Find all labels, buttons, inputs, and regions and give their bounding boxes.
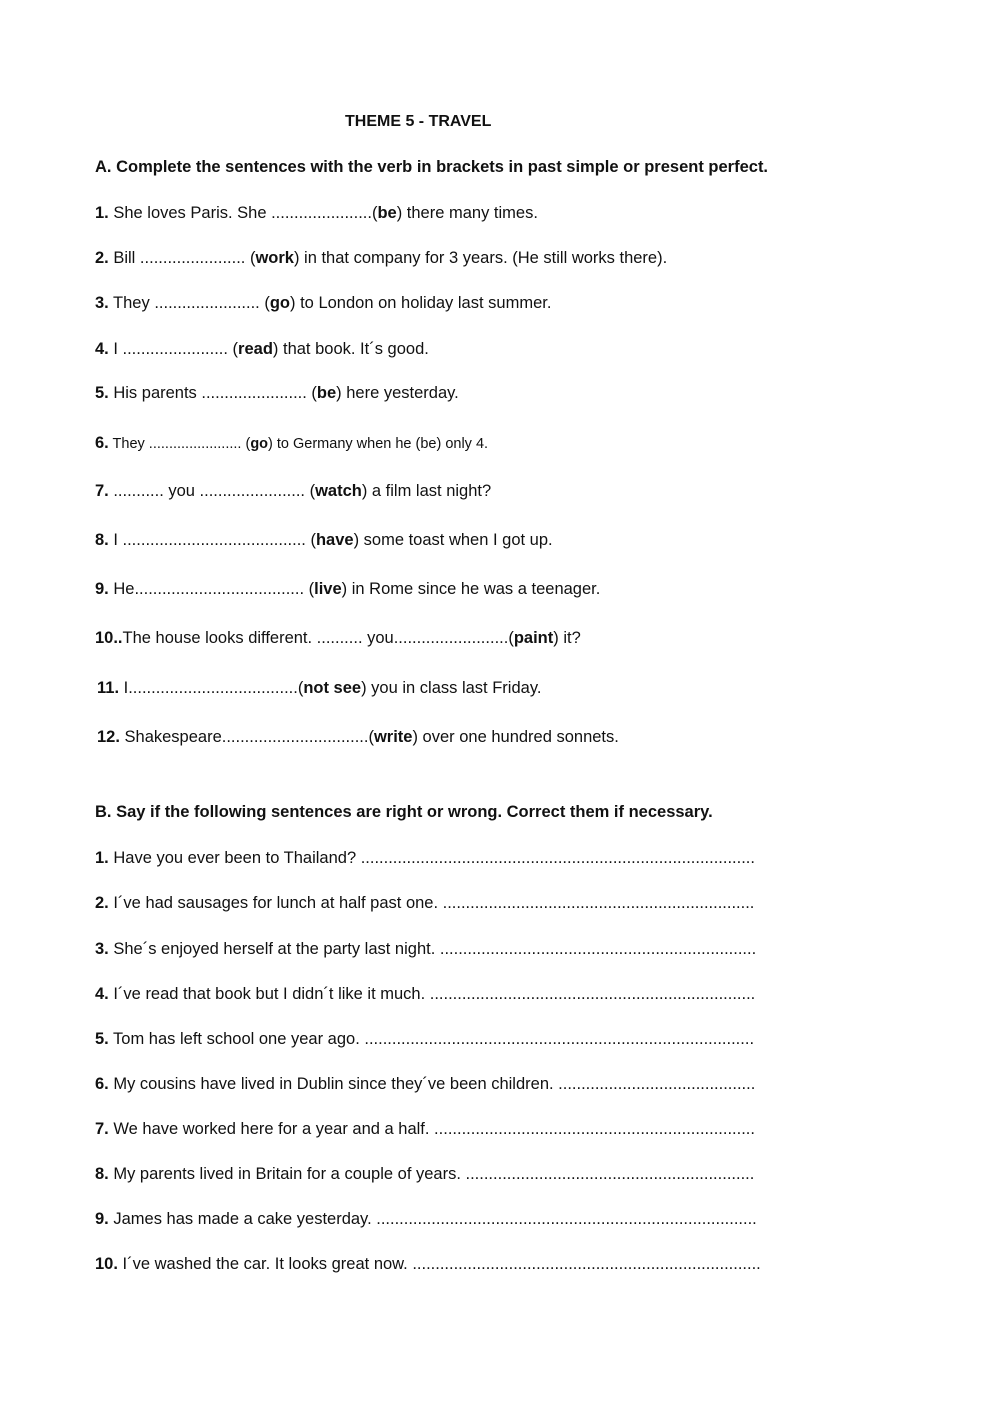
item-text: I´ve washed the car. It looks great now. ............................................................................ <box>117 1255 761 1273</box>
exercise-a-item <box>95 383 459 403</box>
exercise-b-item <box>95 1119 755 1139</box>
item-number: 1. <box>95 204 109 222</box>
item-text: She´s enjoyed herself at the party last night. ..................................................................... <box>108 940 757 958</box>
item-verb: not see <box>303 679 362 697</box>
item-text: ........... you ....................... ( <box>108 482 316 500</box>
item-text: ) here yesterday. <box>336 384 459 402</box>
item-number: 1. <box>95 849 109 867</box>
item-text: ) a film last night? <box>361 482 492 500</box>
exercise-a-item <box>95 433 488 454</box>
item-number: 3. <box>95 940 109 958</box>
item-number: 4. <box>95 340 109 358</box>
exercise-a-item <box>95 579 600 599</box>
item-verb: read <box>238 340 273 358</box>
item-text: ) to Germany when he (be) only 4. <box>268 436 489 452</box>
exercise-b-item <box>95 1209 757 1229</box>
item-text: The house looks different. .......... you.........................( <box>122 629 514 647</box>
item-number: 5. <box>95 1030 109 1048</box>
item-text: ) over one hundred sonnets. <box>412 728 619 746</box>
item-text: Have you ever been to Thailand? ...................................................................................... <box>108 849 755 867</box>
item-text: I ........................................ ( <box>108 531 316 549</box>
item-text: He..................................... ( <box>108 580 315 598</box>
item-number: 2. <box>95 249 109 267</box>
item-number: 3. <box>95 294 109 312</box>
item-text: I´ve read that book but I didn´t like it much. ....................................................................... <box>108 985 756 1003</box>
exercise-a-item <box>95 628 581 648</box>
item-verb: be <box>377 204 397 222</box>
exercise-a-item <box>95 293 551 313</box>
item-number: 5. <box>95 384 109 402</box>
item-number: 10. <box>95 1255 118 1273</box>
item-number: 8. <box>95 531 109 549</box>
item-text: ) to London on holiday last summer. <box>290 294 552 312</box>
item-text: I´ve had sausages for lunch at half past one. .................................................................... <box>108 894 755 912</box>
exercise-a-item <box>95 203 538 223</box>
item-number: 8. <box>95 1165 109 1183</box>
exercise-b-item <box>95 939 756 959</box>
exercise-b-item <box>95 984 755 1004</box>
item-text: My parents lived in Britain for a couple of years. ............................................................... <box>108 1165 755 1183</box>
item-number: 4. <box>95 985 109 1003</box>
item-text: ) you in class last Friday. <box>361 679 542 697</box>
item-number: 7. <box>95 482 109 500</box>
item-text: ) in Rome since he was a teenager. <box>341 580 601 598</box>
item-number: 6. <box>95 434 109 452</box>
exercise-b-item <box>95 1254 761 1274</box>
exercise-b-item <box>95 893 754 913</box>
item-text: ) it? <box>553 629 581 647</box>
exercise-a-item <box>97 678 541 698</box>
item-text: ) there many times. <box>396 204 538 222</box>
item-text: I ....................... ( <box>108 340 239 358</box>
section-b-instruction: B. Say if the following sentences are right or wrong. Correct them if necessary. <box>95 803 713 821</box>
item-verb: go <box>269 294 291 312</box>
exercise-a-item <box>95 248 667 268</box>
exercise-b-item <box>95 1029 754 1049</box>
item-text: James has made a cake yesterday. ................................................................................... <box>108 1210 757 1228</box>
item-text: They ....................... ( <box>108 294 270 312</box>
item-text: I.....................................( <box>119 679 304 697</box>
page-title: THEME 5 - TRAVEL <box>345 113 492 130</box>
exercise-b-item <box>95 1164 754 1184</box>
section-a-instruction: A. Complete the sentences with the verb in brackets in past simple or present perfect. <box>95 158 769 176</box>
item-number: 9. <box>95 580 109 598</box>
exercise-b-item <box>95 848 755 868</box>
item-text: ) in that company for 3 years. (He still works there). <box>293 249 668 267</box>
exercise-a-item <box>95 481 491 501</box>
item-text: My cousins have lived in Dublin since they´ve been children. ........................................... <box>108 1075 756 1093</box>
exercise-a-item <box>95 530 553 550</box>
item-verb: live <box>314 580 342 598</box>
item-verb: paint <box>513 629 554 647</box>
item-text: His parents ....................... ( <box>108 384 317 402</box>
item-number: 9. <box>95 1210 109 1228</box>
exercise-a-item <box>97 727 619 747</box>
item-text: ) that book. It´s good. <box>272 340 429 358</box>
item-verb: be <box>316 384 337 402</box>
item-text: Bill ....................... ( <box>108 249 256 267</box>
item-text: We have worked here for a year and a half. ...................................................................... <box>108 1120 755 1138</box>
item-text: Shakespeare................................( <box>119 728 374 746</box>
item-number: 7. <box>95 1120 109 1138</box>
item-number: 2. <box>95 894 109 912</box>
item-text: They ....................... ( <box>108 436 251 452</box>
item-verb: go <box>250 436 269 452</box>
item-text: She loves Paris. She ......................( <box>108 204 378 222</box>
item-number: 12. <box>97 728 120 746</box>
item-verb: work <box>255 249 294 267</box>
exercise-a-item <box>95 339 429 359</box>
item-text: ) some toast when I got up. <box>353 531 553 549</box>
item-text: Tom has left school one year ago. ..................................................................................... <box>108 1030 755 1048</box>
item-number: 10.. <box>95 629 123 647</box>
item-verb: have <box>315 531 354 549</box>
item-number: 11. <box>97 679 120 697</box>
item-verb: write <box>373 728 413 746</box>
exercise-b-item <box>95 1074 755 1094</box>
item-number: 6. <box>95 1075 109 1093</box>
item-verb: watch <box>315 482 362 500</box>
